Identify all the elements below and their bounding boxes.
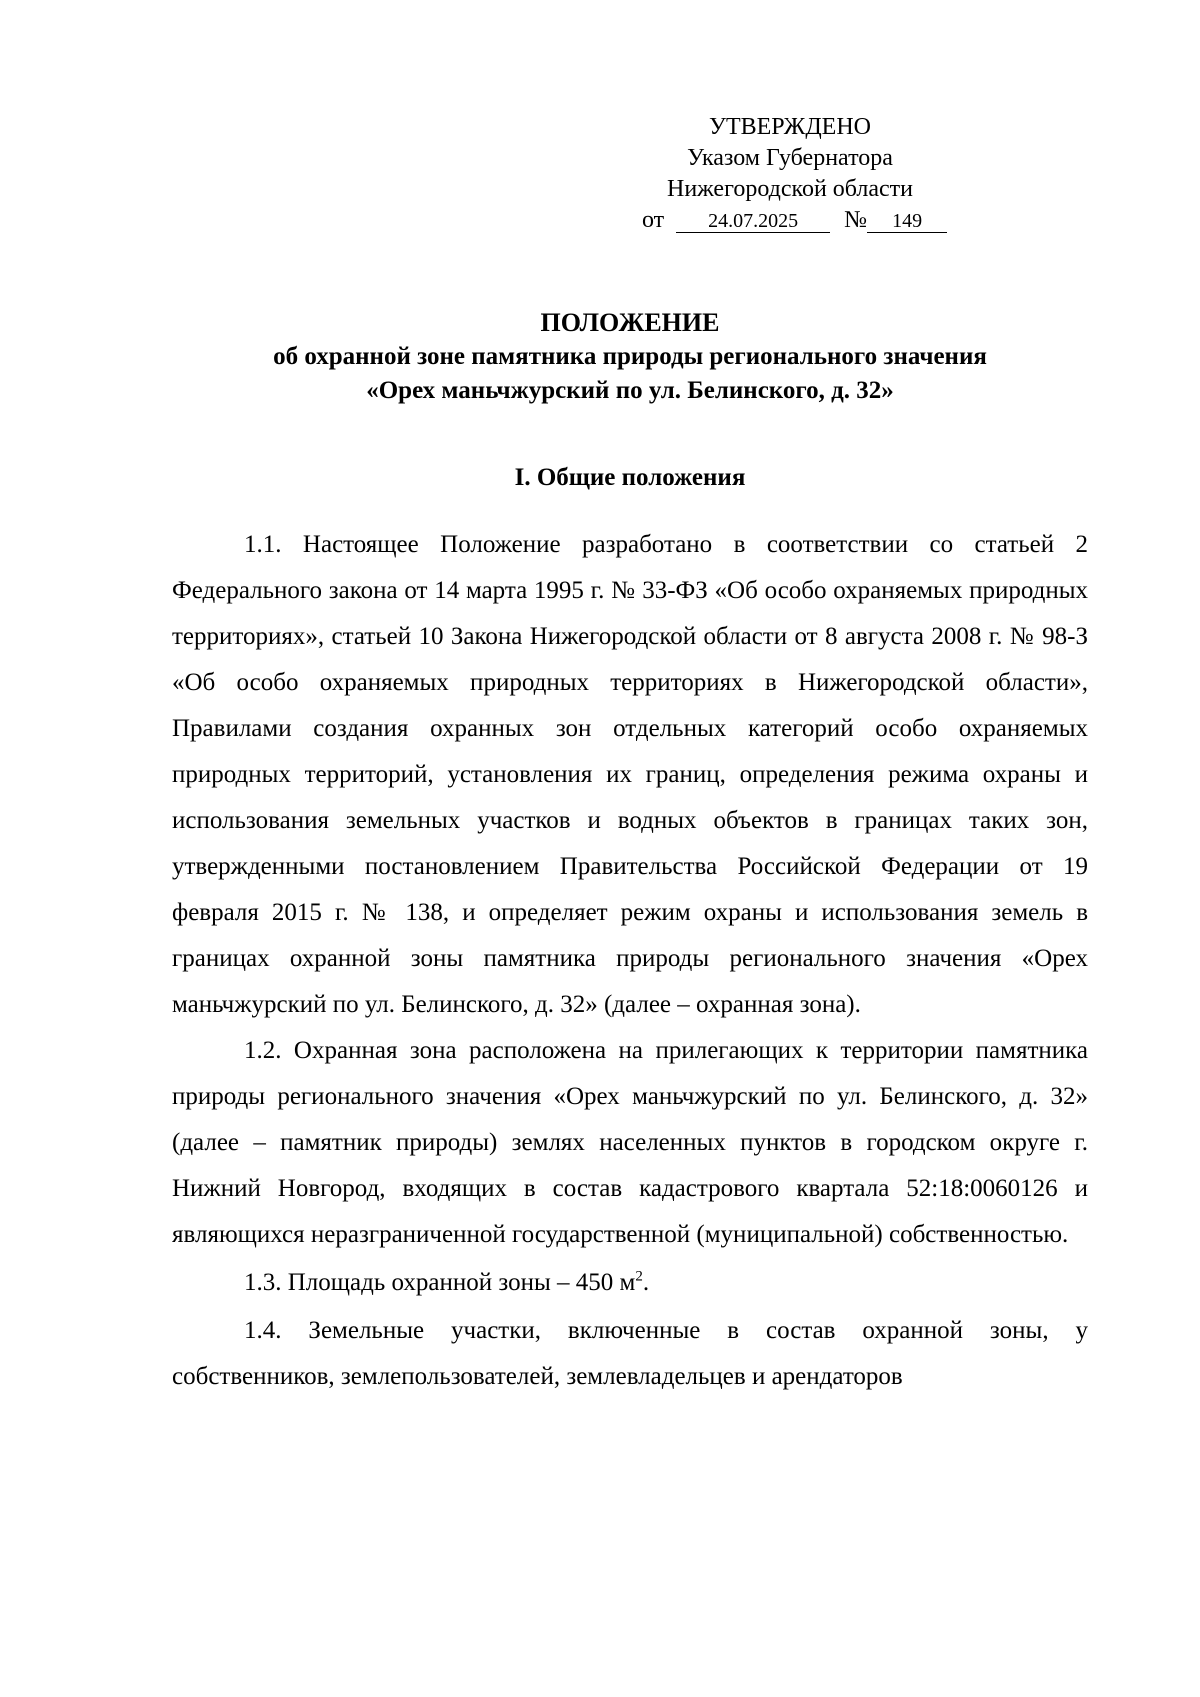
paragraph-1-1: 1.1. Настоящее Положение разработано в соответствии со статьей 2 Федерального закона от 14 марта 1995 г. № 33-ФЗ «Об особо охраняемых природных территориях», статьей 10 Закона Нижегородской области от 8 августа 2008 г. № 98-З «Об особо охраняемых природных территориях в Нижегородской области», Правилами создания охранных зон отдельных категорий особо охраняемых природных территорий, установления их границ, определения режима охраны и использования земельных участков и водных объектов в границах таких зон, утвержденными постановлением Правительства Российской Федерации от 19 февраля 2015 г. № 138, и определяет режим охраны и использования земель в границах охранной зоны памятника природы регионального значения «Орех маньчжурский по ул. Белинского, д. 32» (далее – охранная зона). (172, 531, 1088, 1018)
number-sign: № (844, 207, 868, 233)
paragraph-1-3-end: . (642, 1269, 650, 1296)
superscript-squared: 2 (635, 1268, 643, 1285)
approval-date-number-row (620, 205, 960, 236)
approval-status: УТВЕРЖДЕНО (708, 114, 872, 140)
section-heading: I. Общие положения (514, 464, 746, 491)
date-prefix: от (642, 207, 665, 233)
document-body (172, 522, 1088, 1400)
paragraph-1-4: 1.4. Земельные участки, включенные в состав охранной зоны, у собственников, землепользователей, землевладельцев и арендаторов (172, 1317, 1088, 1390)
approval-region: Нижегородской области (666, 176, 914, 202)
approval-number: 149 (867, 210, 947, 233)
approval-date: 24.07.2025 (676, 210, 830, 233)
title-subtitle-line-2: «Орех маньчжурский по ул. Белинского, д. 32» (366, 377, 894, 404)
document-title (140, 306, 1120, 408)
approval-authority: Указом Губернатора (687, 145, 893, 171)
paragraph-1-2: 1.2. Охранная зона расположена на прилегающих к территории памятника природы регионального значения «Орех маньчжурский по ул. Белинского, д. 32» (далее – памятник природы) землях населенных пунктов в городском округе г. Нижний Новгород, входящих в состав кадастрового квартала 52:18:0060126 и являющихся неразграниченной государственной (муниципальной) собственностью. (172, 1037, 1088, 1248)
paragraph-1-3-text: 1.3. Площадь охранной зоны – 450 м (244, 1269, 636, 1296)
approval-stamp (620, 112, 960, 236)
title-main: ПОЛОЖЕНИЕ (540, 308, 720, 337)
title-subtitle-line-1: об охранной зоне памятника природы регионального значения (273, 343, 987, 370)
paragraph-1-3 (172, 1260, 1088, 1306)
